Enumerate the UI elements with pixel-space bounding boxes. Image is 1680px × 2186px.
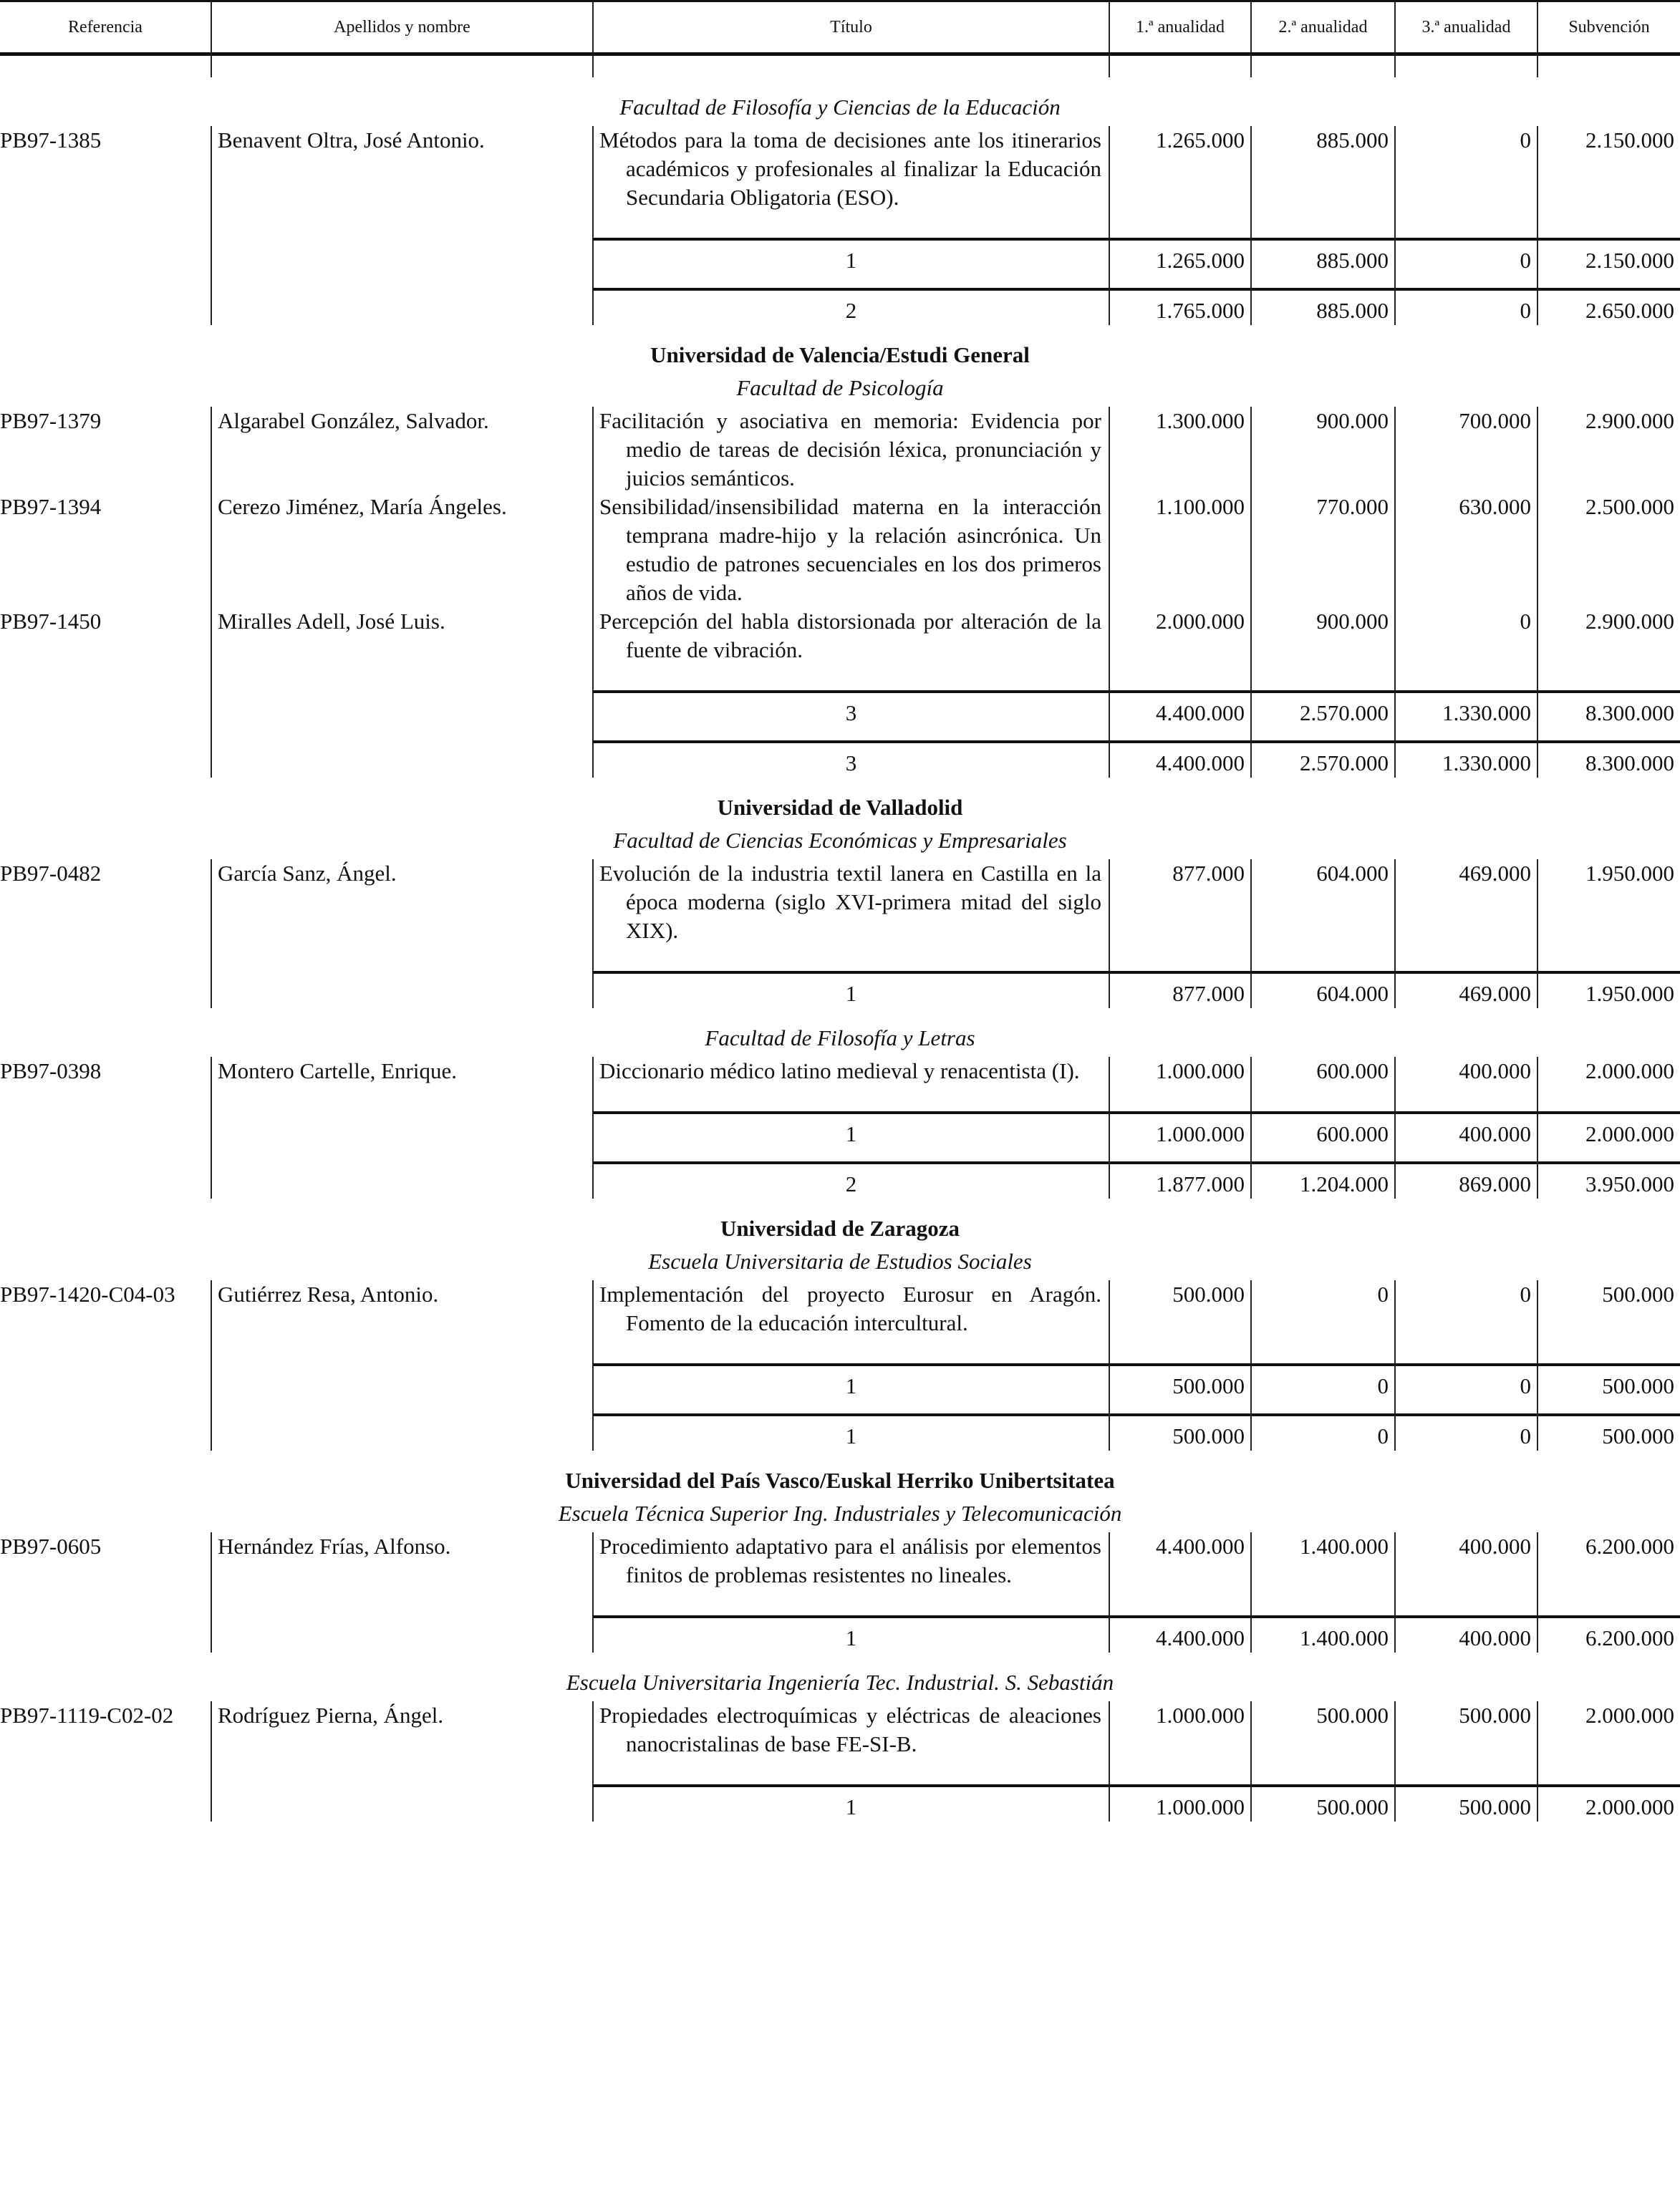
subtotal-count: 1 <box>592 1363 1109 1413</box>
subtotal-amount: 500.000 <box>1109 1413 1250 1451</box>
subtotal-amount: 400.000 <box>1394 1111 1537 1161</box>
empty-cell <box>211 971 592 1008</box>
subtotal-amount: 885.000 <box>1250 288 1394 325</box>
empty-cell <box>0 288 211 325</box>
subtotal-amount: 2.000.000 <box>1537 1784 1680 1822</box>
anualidad-cell: 0 <box>1394 126 1537 238</box>
subtotal-count: 1 <box>592 1615 1109 1653</box>
faculty-heading: Escuela Universitaria de Estudios Sociales <box>648 1249 1032 1274</box>
spacer-cell <box>0 56 211 77</box>
subtotal-amount: 0 <box>1394 1363 1537 1413</box>
anualidad-cell: 2.000.000 <box>1109 607 1250 690</box>
anualidad-cell: 1.265.000 <box>1109 126 1250 238</box>
subtotal-row <box>0 1111 1680 1161</box>
faculty-heading: Escuela Universitaria Ingeniería Tec. Industrial. S. Sebastián <box>566 1670 1114 1695</box>
subtotal-count: 2 <box>592 288 1109 325</box>
nombre-cell: Miralles Adell, José Luis. <box>211 607 592 690</box>
table-row <box>0 1057 1680 1111</box>
subtotal-count: 3 <box>592 690 1109 740</box>
anualidad-cell: 4.400.000 <box>1109 1532 1250 1615</box>
nombre-cell: Rodríguez Pierna, Ángel. <box>211 1701 592 1784</box>
subtotal-amount: 4.400.000 <box>1109 740 1250 778</box>
anualidad-cell: 1.100.000 <box>1109 493 1250 607</box>
empty-cell <box>0 1111 211 1161</box>
subtotal-amount: 1.330.000 <box>1394 740 1537 778</box>
subtotal-count: 2 <box>592 1161 1109 1199</box>
referencia-cell: PB97-1420-C04-03 <box>0 1282 175 1307</box>
empty-cell <box>0 1363 211 1413</box>
subtotal-amount: 2.570.000 <box>1250 740 1394 778</box>
subtotal-amount: 1.877.000 <box>1109 1161 1250 1199</box>
spacer-cell <box>592 56 1109 77</box>
table-body <box>0 77 1680 1822</box>
subtotal-row <box>0 1161 1680 1199</box>
titulo-cell: Sensibilidad/insensibilidad materna en la interacción temprana madre-hijo y la relación asincrónica. Un estudio de patrones secuenciales en los dos primeros años de vida. <box>592 493 1109 607</box>
empty-cell <box>211 288 592 325</box>
subtotal-count: 1 <box>592 1784 1109 1822</box>
faculty-heading: Facultad de Psicología <box>736 375 944 400</box>
subtotal-amount: 8.300.000 <box>1537 740 1680 778</box>
empty-cell <box>0 1615 211 1653</box>
anualidad-cell: 500.000 <box>1394 1701 1537 1784</box>
subvencion-cell: 2.000.000 <box>1537 1057 1680 1111</box>
nombre-cell: Benavent Oltra, José Antonio. <box>211 126 592 238</box>
subtotal-amount: 4.400.000 <box>1109 690 1250 740</box>
anualidad-cell: 877.000 <box>1109 859 1250 971</box>
empty-cell <box>211 1111 592 1161</box>
anualidad-cell: 600.000 <box>1250 1057 1394 1111</box>
subtotal-amount: 469.000 <box>1394 971 1537 1008</box>
spacer-cell <box>1109 56 1250 77</box>
subtotal-amount: 2.000.000 <box>1537 1111 1680 1161</box>
nombre-cell: García Sanz, Ángel. <box>211 859 592 971</box>
empty-cell <box>211 1413 592 1451</box>
table-row <box>0 859 1680 971</box>
subtotal-amount: 400.000 <box>1394 1615 1537 1653</box>
subtotal-count: 1 <box>592 238 1109 288</box>
subvencion-cell: 2.150.000 <box>1537 126 1680 238</box>
subtotal-row <box>0 1413 1680 1451</box>
referencia-cell: PB97-1119-C02-02 <box>0 1703 174 1728</box>
anualidad-cell: 630.000 <box>1394 493 1537 607</box>
empty-cell <box>211 1615 592 1653</box>
anualidad-cell: 469.000 <box>1394 859 1537 971</box>
anualidad-cell: 0 <box>1250 1280 1394 1363</box>
titulo-cell: Propiedades electroquímicas y eléctricas de aleaciones nanocristalinas de base FE-SI-B. <box>592 1701 1109 1784</box>
subtotal-amount: 500.000 <box>1250 1784 1394 1822</box>
table-row <box>0 1532 1680 1615</box>
spacer-cell <box>1250 56 1394 77</box>
referencia-cell: PB97-1394 <box>0 494 102 519</box>
header-anualidad-2: 2.ª anualidad <box>1250 2 1394 52</box>
titulo-cell: Facilitación y asociativa en memoria: Evidencia por medio de tareas de decisión léxica, pronunciación y juicios semánticos. <box>592 407 1109 493</box>
subvencion-cell: 2.500.000 <box>1537 493 1680 607</box>
empty-cell <box>0 1413 211 1451</box>
table-row <box>0 493 1680 607</box>
header-spacer-row <box>0 56 1680 77</box>
titulo-cell: Evolución de la industria textil lanera en Castilla en la época moderna (siglo XVI-primera mitad del siglo XIX). <box>592 859 1109 971</box>
subtotal-amount: 1.265.000 <box>1109 238 1250 288</box>
subvencion-cell: 2.000.000 <box>1537 1701 1680 1784</box>
subtotal-row <box>0 690 1680 740</box>
faculty-heading: Facultad de Filosofía y Ciencias de la Educación <box>619 95 1061 120</box>
subtotal-count: 1 <box>592 1413 1109 1451</box>
subtotal-row <box>0 740 1680 778</box>
faculty-heading: Escuela Técnica Superior Ing. Industriales y Telecomunicación <box>558 1501 1122 1526</box>
subtotal-row <box>0 238 1680 288</box>
subvencion-cell: 500.000 <box>1537 1280 1680 1363</box>
faculty-heading: Facultad de Filosofía y Letras <box>705 1025 975 1050</box>
subtotal-count: 1 <box>592 971 1109 1008</box>
nombre-cell: Cerezo Jiménez, María Ángeles. <box>211 493 592 607</box>
referencia-cell: PB97-0398 <box>0 1058 102 1083</box>
subtotal-amount: 4.400.000 <box>1109 1615 1250 1653</box>
subtotal-amount: 0 <box>1394 1413 1537 1451</box>
anualidad-cell: 770.000 <box>1250 493 1394 607</box>
subtotal-amount: 885.000 <box>1250 238 1394 288</box>
empty-cell <box>0 1784 211 1822</box>
spacer-cell <box>1394 56 1537 77</box>
titulo-cell: Métodos para la toma de decisiones ante los itinerarios académicos y profesionales al finalizar la Educación Secundaria Obligatoria (ESO). <box>592 126 1109 238</box>
subtotal-amount: 600.000 <box>1250 1111 1394 1161</box>
subtotal-row <box>0 971 1680 1008</box>
subtotal-amount: 6.200.000 <box>1537 1615 1680 1653</box>
subtotal-amount: 2.570.000 <box>1250 690 1394 740</box>
subtotal-count: 1 <box>592 1111 1109 1161</box>
university-heading: Universidad de Zaragoza <box>720 1216 960 1241</box>
empty-cell <box>211 1784 592 1822</box>
anualidad-cell: 500.000 <box>1109 1280 1250 1363</box>
subtotal-amount: 1.330.000 <box>1394 690 1537 740</box>
titulo-cell: Procedimiento adaptativo para el análisis por elementos finitos de problemas resistentes no lineales. <box>592 1532 1109 1615</box>
table-row <box>0 607 1680 690</box>
anualidad-cell: 885.000 <box>1250 126 1394 238</box>
subtotal-amount: 8.300.000 <box>1537 690 1680 740</box>
table-row <box>0 1701 1680 1784</box>
spacer-cell <box>1537 56 1680 77</box>
anualidad-cell: 500.000 <box>1250 1701 1394 1784</box>
subvencion-cell: 1.950.000 <box>1537 859 1680 971</box>
empty-cell <box>0 238 211 288</box>
empty-cell <box>211 690 592 740</box>
anualidad-cell: 900.000 <box>1250 407 1394 493</box>
subtotal-amount: 0 <box>1394 238 1537 288</box>
header-subvencion: Subvención <box>1537 2 1680 52</box>
anualidad-cell: 900.000 <box>1250 607 1394 690</box>
subtotal-count: 3 <box>592 740 1109 778</box>
empty-cell <box>211 1161 592 1199</box>
subtotal-amount: 2.150.000 <box>1537 238 1680 288</box>
anualidad-cell: 1.000.000 <box>1109 1701 1250 1784</box>
subtotal-amount: 869.000 <box>1394 1161 1537 1199</box>
anualidad-cell: 0 <box>1394 607 1537 690</box>
empty-cell <box>0 1161 211 1199</box>
subtotal-amount: 0 <box>1250 1363 1394 1413</box>
subtotal-row <box>0 1784 1680 1822</box>
subtotal-amount: 0 <box>1394 288 1537 325</box>
subtotal-amount: 500.000 <box>1394 1784 1537 1822</box>
empty-cell <box>0 971 211 1008</box>
referencia-cell: PB97-1379 <box>0 408 102 433</box>
anualidad-cell: 0 <box>1394 1280 1537 1363</box>
university-heading: Universidad del País Vasco/Euskal Herriko Unibertsitatea <box>565 1468 1115 1493</box>
empty-cell <box>211 238 592 288</box>
subtotal-amount: 2.650.000 <box>1537 288 1680 325</box>
subtotal-amount: 877.000 <box>1109 971 1250 1008</box>
subvencion-cell: 2.900.000 <box>1537 607 1680 690</box>
referencia-cell: PB97-0482 <box>0 861 102 886</box>
nombre-cell: Gutiérrez Resa, Antonio. <box>211 1280 592 1363</box>
empty-cell <box>0 690 211 740</box>
subtotal-row <box>0 1615 1680 1653</box>
subtotal-amount: 0 <box>1250 1413 1394 1451</box>
subtotal-amount: 3.950.000 <box>1537 1161 1680 1199</box>
header-apellidos-nombre: Apellidos y nombre <box>211 2 592 52</box>
anualidad-cell: 604.000 <box>1250 859 1394 971</box>
table-header <box>0 0 1680 56</box>
anualidad-cell: 400.000 <box>1394 1532 1537 1615</box>
university-heading: Universidad de Valladolid <box>717 795 963 820</box>
titulo-cell: Percepción del habla distorsionada por alteración de la fuente de vibración. <box>592 607 1109 690</box>
subtotal-row <box>0 1363 1680 1413</box>
faculty-heading: Facultad de Ciencias Económicas y Empresariales <box>613 828 1067 853</box>
nombre-cell: Algarabel González, Salvador. <box>211 407 592 493</box>
subvencion-cell: 2.900.000 <box>1537 407 1680 493</box>
subtotal-amount: 1.000.000 <box>1109 1784 1250 1822</box>
subvencion-cell: 6.200.000 <box>1537 1532 1680 1615</box>
anualidad-cell: 1.300.000 <box>1109 407 1250 493</box>
titulo-cell: Diccionario médico latino medieval y renacentista (I). <box>592 1057 1109 1111</box>
subtotal-amount: 500.000 <box>1109 1363 1250 1413</box>
nombre-cell: Montero Cartelle, Enrique. <box>211 1057 592 1111</box>
spacer-cell <box>211 56 592 77</box>
subtotal-amount: 1.000.000 <box>1109 1111 1250 1161</box>
table-row <box>0 1280 1680 1363</box>
subtotal-row <box>0 288 1680 325</box>
empty-cell <box>211 1363 592 1413</box>
referencia-cell: PB97-0605 <box>0 1534 102 1559</box>
empty-cell <box>0 740 211 778</box>
anualidad-cell: 400.000 <box>1394 1057 1537 1111</box>
titulo-cell: Implementación del proyecto Eurosur en Aragón. Fomento de la educación intercultural. <box>592 1280 1109 1363</box>
subtotal-amount: 1.950.000 <box>1537 971 1680 1008</box>
table-row <box>0 407 1680 493</box>
university-heading: Universidad de Valencia/Estudi General <box>650 342 1030 367</box>
subtotal-amount: 500.000 <box>1537 1363 1680 1413</box>
header-titulo: Título <box>592 2 1109 52</box>
header-anualidad-3: 3.ª anualidad <box>1394 2 1537 52</box>
anualidad-cell: 1.400.000 <box>1250 1532 1394 1615</box>
anualidad-cell: 700.000 <box>1394 407 1537 493</box>
subtotal-amount: 1.765.000 <box>1109 288 1250 325</box>
header-anualidad-1: 1.ª anualidad <box>1109 2 1250 52</box>
subtotal-amount: 500.000 <box>1537 1413 1680 1451</box>
referencia-cell: PB97-1450 <box>0 609 102 634</box>
subtotal-amount: 1.400.000 <box>1250 1615 1394 1653</box>
header-referencia: Referencia <box>68 17 143 37</box>
anualidad-cell: 1.000.000 <box>1109 1057 1250 1111</box>
subtotal-amount: 604.000 <box>1250 971 1394 1008</box>
subtotal-amount: 1.204.000 <box>1250 1161 1394 1199</box>
nombre-cell: Hernández Frías, Alfonso. <box>211 1532 592 1615</box>
table-row <box>0 126 1680 238</box>
referencia-cell: PB97-1385 <box>0 127 102 153</box>
empty-cell <box>211 740 592 778</box>
